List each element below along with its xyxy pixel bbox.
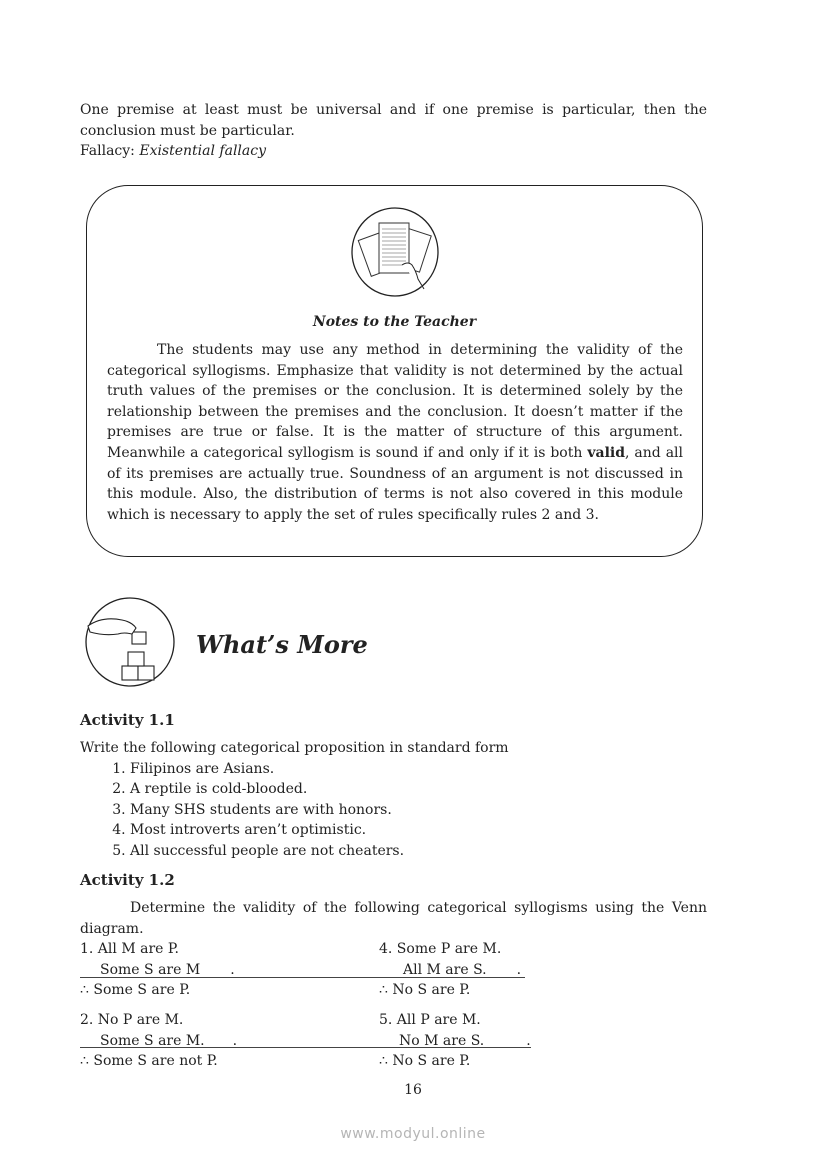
activity-1-2-title: Activity 1.2 — [80, 871, 175, 889]
list-item: 4. Most introverts aren’t optimistic. — [130, 820, 720, 841]
watermark: www.modyul.online — [340, 1126, 486, 1142]
activity-1-1-title: Activity 1.1 — [80, 711, 175, 729]
syllogism-5 — [379, 1010, 531, 1072]
papers-in-hand-icon — [350, 207, 440, 301]
premise-2: Some S are M. . — [100, 1032, 238, 1049]
syllogism-2 — [80, 1010, 237, 1072]
page-number: 16 — [404, 1082, 422, 1098]
fallacy-line — [80, 141, 266, 161]
conclusion: ∴ Some S are P. — [80, 982, 191, 999]
list-item: 1. Filipinos are Asians. — [130, 759, 720, 780]
list-item: 2. A reptile is cold-blooded. — [130, 779, 720, 800]
premise-1: 5. All P are M. — [379, 1012, 481, 1028]
syllogism-4 — [379, 939, 521, 1001]
activity-1-1-instruction: Write the following categorical proposition in standard form — [80, 740, 509, 756]
notes-text: The students may use any method in determining the validity of the categorical syllogisms. Emphasize that validity is not determined by the actual truth values of the premises or the conclusion. It is determined solely by the relationship between the premises and the conclusion. It doesn’t matter if the premises are true or false. It is the matter of structure of this argument. Meanwhile a categorical syllogism is sound if and only if it is both — [107, 342, 683, 461]
section-title: What’s More — [196, 630, 368, 659]
list-item: 3. Many SHS students are with honors. — [130, 800, 720, 821]
proposition-list — [80, 759, 720, 862]
notes-body — [107, 340, 683, 525]
list-item: 5. All successful people are not cheaters. — [130, 841, 720, 862]
fallacy-label: Fallacy: — [80, 143, 140, 159]
premise-1: 2. No P are M. — [80, 1012, 184, 1028]
activity-1-2-instruction: Determine the validity of the following categorical syllogisms using the Venn diagram. — [80, 900, 707, 937]
premise-1: 1. All M are P. — [80, 941, 179, 957]
premise-1: 4. Some P are M. — [379, 941, 502, 957]
fallacy-name: Existential fallacy — [139, 143, 267, 159]
conclusion: ∴ Some S are not P. — [80, 1053, 218, 1070]
notes-title: Notes to the Teacher — [312, 314, 477, 330]
conclusion: ∴ No S are P. — [379, 982, 471, 999]
premise-2: No M are S. . — [399, 1032, 531, 1049]
premise-2: All M are S. . — [403, 961, 522, 978]
hand-stacking-blocks-icon — [84, 596, 176, 692]
notes-bold-valid: valid — [587, 444, 625, 461]
activity-1-1 — [80, 738, 720, 862]
rule-text: One premise at least must be universal and if one premise is particular, then the conclusion must be particular. — [80, 102, 707, 139]
premise-2: Some S are M . — [100, 961, 235, 978]
notes-text-cont: , and all of its premises are actually true. Soundness of an argument is not discussed in this module. Also, the distribution of terms is not also covered in this module which is necessary to apply the set of rules specifically rules 2 and 3. — [107, 444, 684, 523]
conclusion: ∴ No S are P. — [379, 1053, 471, 1070]
syllogism-1 — [80, 939, 235, 1001]
